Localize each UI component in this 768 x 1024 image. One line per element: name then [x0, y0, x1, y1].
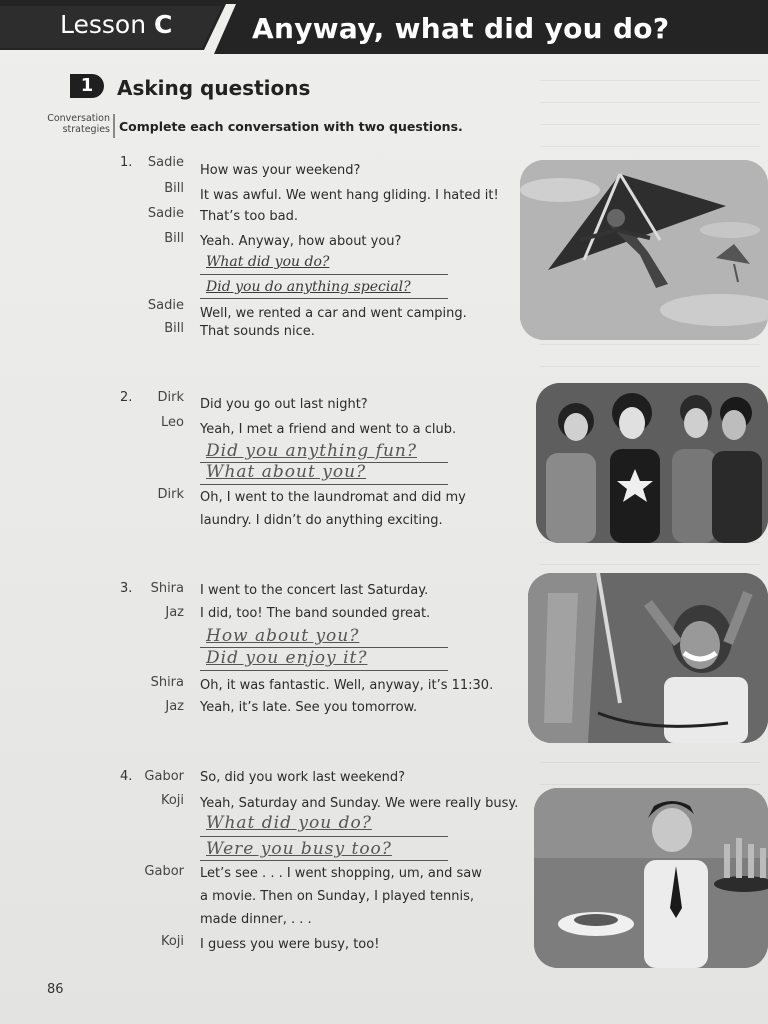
speaker-name: Leo — [161, 415, 184, 430]
handwritten-answer[interactable]: Did you anything fun? — [206, 441, 417, 461]
nightclub-friends-illustration — [536, 383, 768, 543]
dialogue-line: Oh, it was fantastic. Well, anyway, it’s 11:30. — [200, 678, 494, 693]
speaker-name: Jaz — [165, 699, 184, 714]
sidebar-divider — [113, 114, 115, 138]
dialogue-line: Well, we rented a car and went camping. — [200, 306, 467, 321]
hang-glider-illustration — [520, 160, 768, 340]
speaker-name: Dirk — [157, 390, 184, 405]
lesson-label — [60, 10, 172, 39]
page-number: 86 — [47, 982, 64, 997]
dialogue-line: made dinner, . . . — [200, 912, 312, 927]
dialogue-line: That’s too bad. — [200, 209, 299, 224]
exercise-number: 3. — [120, 581, 133, 596]
handwritten-answer[interactable]: Were you busy too? — [206, 839, 392, 859]
dialogue-line: Did you go out last night? — [200, 397, 368, 412]
dialogue-line: a movie. Then on Sunday, I played tennis, — [200, 889, 475, 904]
speaker-name: Shira — [150, 675, 184, 690]
dialogue-line: So, did you work last weekend? — [200, 770, 405, 785]
speaker-name: Sadie — [147, 155, 184, 170]
speaker-name: Bill — [164, 231, 184, 246]
speaker-name: Gabor — [144, 864, 184, 879]
dialogue-line: I went to the concert last Saturday. — [200, 583, 429, 598]
answer-line — [200, 298, 448, 299]
lesson-word: Lesson — [60, 10, 147, 39]
exercise-number: 4. — [120, 769, 133, 784]
handwritten-answer[interactable]: What did you do? — [206, 254, 330, 270]
dialogue-line: laundry. I didn’t do anything exciting. — [200, 513, 443, 528]
dialogue-line: I did, too! The band sounded great. — [200, 606, 431, 621]
speaker-name: Bill — [164, 321, 184, 336]
speaker-name: Shira — [150, 581, 184, 596]
answer-line — [200, 274, 448, 275]
dialogue-line: Let’s see . . . I went shopping, um, and saw — [200, 866, 482, 881]
answer-line — [200, 670, 448, 671]
dialogue-line: Yeah, it’s late. See you tomorrow. — [200, 700, 418, 715]
speaker-name: Jaz — [165, 605, 184, 620]
handwritten-answer[interactable]: How about you? — [206, 626, 360, 646]
speaker-name: Sadie — [147, 206, 184, 221]
lesson-letter: C — [154, 10, 173, 39]
answer-line — [200, 484, 448, 485]
dialogue-line: Yeah. Anyway, how about you? — [200, 234, 402, 249]
dialogue-line: It was awful. We went hang gliding. I hated it! — [200, 188, 499, 203]
handwritten-answer[interactable]: Did you enjoy it? — [206, 648, 368, 668]
speaker-name: Dirk — [157, 487, 184, 502]
speaker-name: Koji — [160, 793, 184, 808]
speaker-name: Bill — [164, 181, 184, 196]
exercise-number: 2. — [120, 390, 133, 405]
dialogue-line: Yeah, Saturday and Sunday. We were really busy. — [200, 796, 519, 811]
exercise-instruction: Complete each conversation with two questions. — [119, 119, 463, 134]
dialogue-line: Oh, I went to the laundromat and did my — [200, 490, 466, 505]
lesson-header — [0, 0, 768, 56]
concert-crowd-illustration — [528, 573, 768, 743]
speaker-name: Sadie — [147, 298, 184, 313]
dialogue-line: That sounds nice. — [200, 324, 315, 339]
waiter-restaurant-illustration — [534, 788, 768, 968]
dialogue-line: How was your weekend? — [200, 163, 361, 178]
handwritten-answer[interactable]: Did you do anything special? — [206, 279, 411, 295]
exercise-number: 1. — [120, 155, 133, 170]
conversation-strategies-label: Conversation strategies — [47, 113, 110, 135]
speaker-name: Koji — [160, 934, 184, 949]
handwritten-answer[interactable]: What about you? — [206, 462, 367, 482]
lesson-title: Anyway, what did you do? — [252, 12, 670, 45]
answer-line — [200, 836, 448, 837]
answer-line — [200, 860, 448, 861]
section-title: Asking questions — [117, 76, 311, 100]
section-number-badge: 1 — [70, 74, 104, 98]
speaker-name: Gabor — [144, 769, 184, 784]
dialogue-line: Yeah, I met a friend and went to a club. — [200, 422, 457, 437]
dialogue-line: I guess you were busy, too! — [200, 937, 380, 952]
handwritten-answer[interactable]: What did you do? — [206, 813, 372, 833]
